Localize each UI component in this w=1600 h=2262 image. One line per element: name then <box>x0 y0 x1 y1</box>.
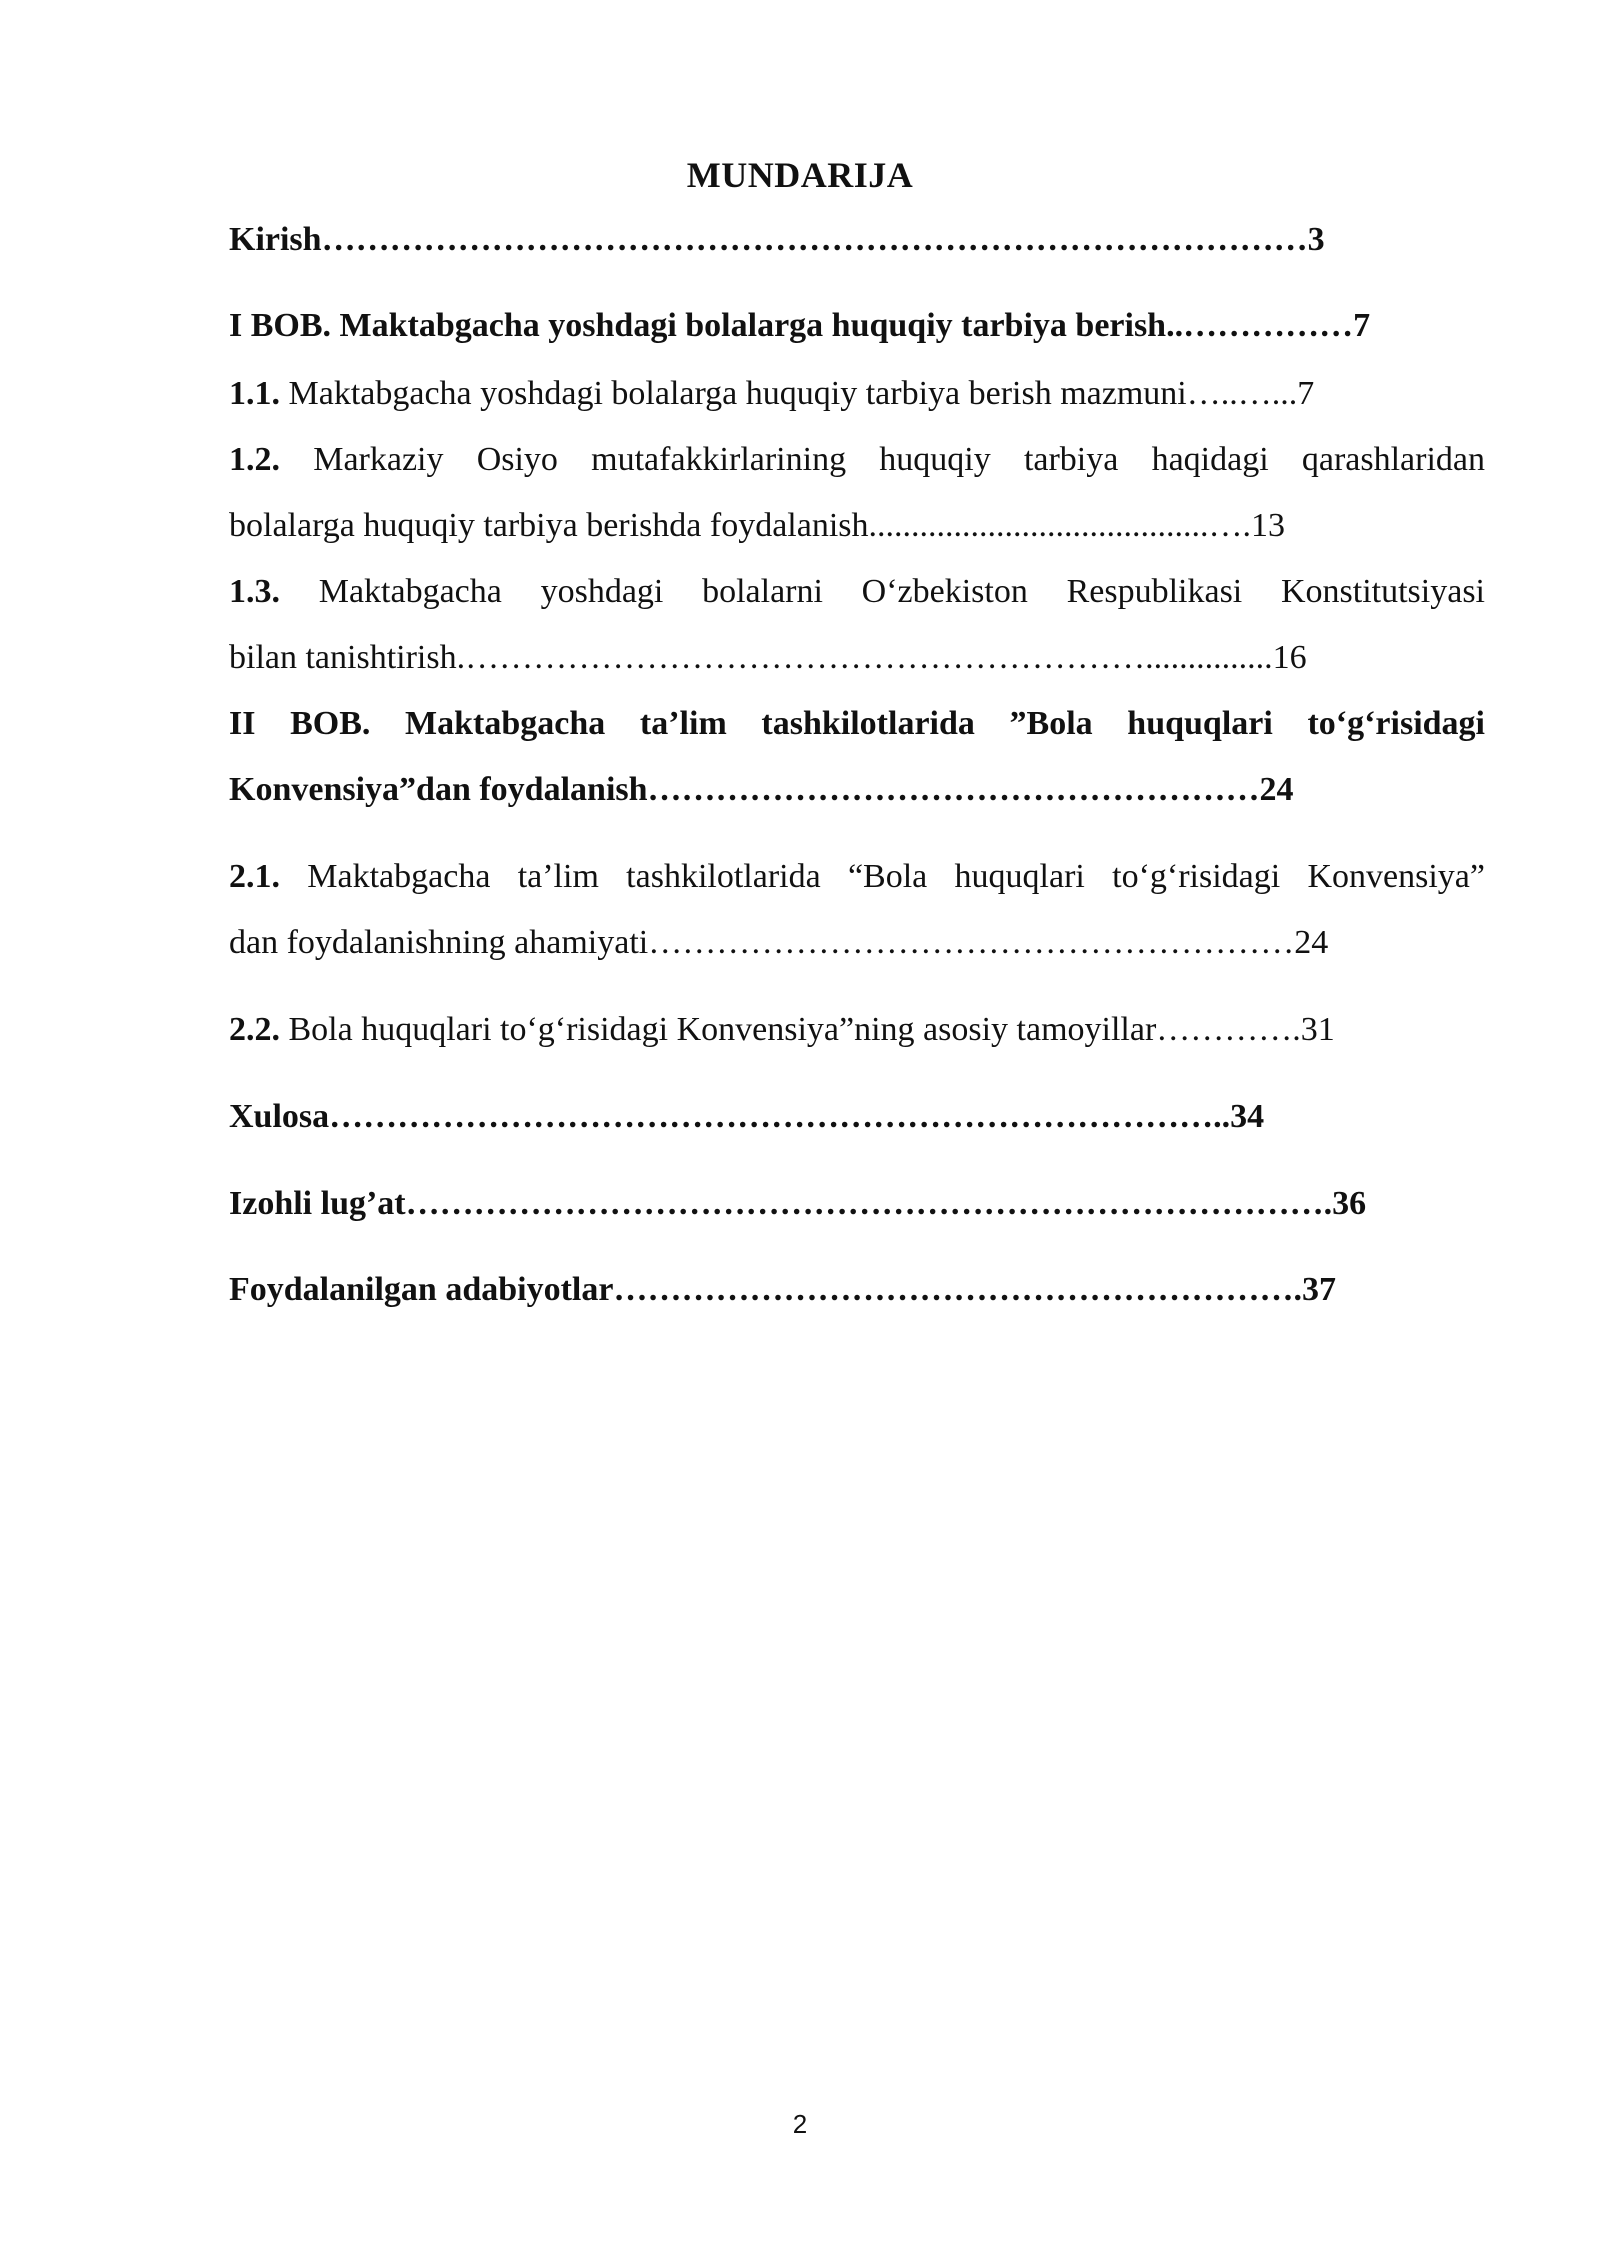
toc-entry-bob-2-line-1: II BOB. Maktabgacha ta’lim tashkilotlarida ”Bola huquqlari to‘g‘risidagi <box>229 705 1485 742</box>
toc-entry-foydalanilgan-adabiyotlar: Foydalanilgan adabiyotlar…………………………………………………….37 <box>229 1271 1336 1308</box>
toc-entry-bob-2-line-2: Konvensiya”dan foydalanish………………………………………………24 <box>229 771 1294 808</box>
toc-entry-1-2-line-2: bolalarga huquqiy tarbiya berishda foydalanish........................................….13 <box>229 507 1286 544</box>
toc-entry-2-1-line-2: dan foydalanishning ahamiyati…………………………………………………24 <box>229 924 1329 961</box>
section-number: 1.2. <box>229 441 280 478</box>
toc-entry-izohli-lugat: Izohli lug’at……………………………………………………………………….36 <box>229 1185 1367 1222</box>
section-text: Markaziy Osiyo mutafakkirlarining huquqiy tarbiya haqidagi qarashlaridan <box>280 441 1485 478</box>
section-number: 1.3. <box>229 573 280 610</box>
section-text: Maktabgacha yoshdagi bolalarga huquqiy tarbiya berish mazmuni…..…...7 <box>280 375 1315 412</box>
section-text: Maktabgacha yoshdagi bolalarni O‘zbekiston Respublikasi Konstitutsiyasi <box>280 573 1485 610</box>
section-text: Maktabgacha ta’lim tashkilotlarida “Bola huquqlari to‘g‘risidagi Konvensiya” <box>280 858 1485 895</box>
section-number: 2.2. <box>229 1011 280 1048</box>
section-number: 2.1. <box>229 858 280 895</box>
toc-entry-1-2-line-1 <box>229 438 1485 482</box>
section-number: 1.1. <box>229 375 280 412</box>
section-text: Bola huquqlari to‘g‘risidagi Konvensiya”ning asosiy tamoyillar………….31 <box>280 1011 1335 1048</box>
toc-entry-1-1 <box>229 372 1485 416</box>
page-number: 2 <box>792 2109 808 2139</box>
toc-entry-2-1-line-1 <box>229 855 1485 899</box>
toc-entry-1-3-line-2: bilan tanishtirish.……………………………………………………...............16 <box>229 639 1307 676</box>
toc-entry-xulosa: Xulosa……………………………………………………………………..34 <box>229 1098 1265 1135</box>
toc-entry-kirish: Kirish……………………………………………………………………………3 <box>229 221 1325 258</box>
toc-entry-1-3-line-1 <box>229 570 1485 614</box>
page-title: MUNDARIJA <box>686 155 914 195</box>
toc-entry-2-2 <box>229 1008 1485 1052</box>
toc-entry-bob-1: I BOB. Maktabgacha yoshdagi bolalarga huquqiy tarbiya berish..……………7 <box>229 307 1371 344</box>
